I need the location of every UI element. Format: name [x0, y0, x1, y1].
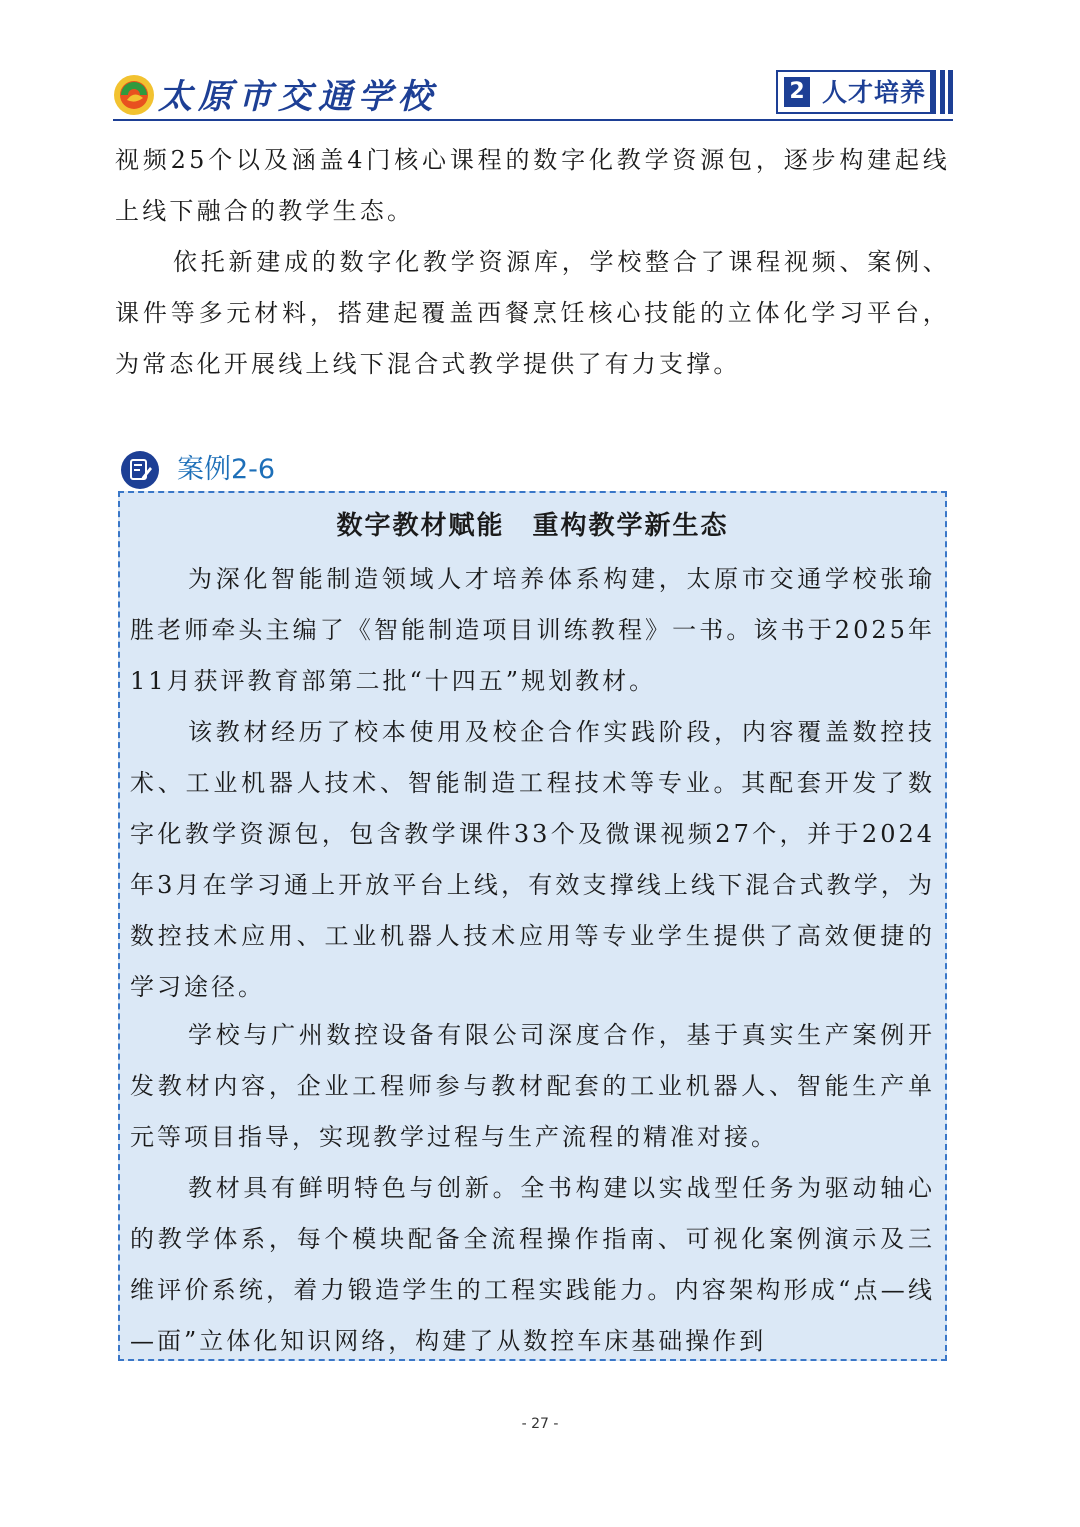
body-paragraph: 依托新建成的数字化教学资源库，学校整合了课程视频、案例、课件等多元材料，搭建起覆盖西餐烹饪核心技能的立体化学习平台，为常态化开展线上线下混合式教学提供了有力支撑。 — [115, 248, 950, 378]
page-number: - 27 - — [521, 1416, 559, 1432]
body-paragraph: 视频25个以及涵盖4门核心课程的数字化教学资源包，逐步构建起线上线下融合的教学生态。 — [115, 146, 950, 225]
header-bar — [930, 70, 936, 114]
chapter-number: 2 — [784, 77, 810, 107]
chapter-title: 人才培养 — [822, 78, 927, 107]
header-bar — [948, 70, 953, 114]
page-header — [0, 0, 1080, 130]
case-paragraph: 为深化智能制造领域人才培养体系构建，太原市交通学校张瑜胜老师牵头主编了《智能制造项目训练教程》一书。该书于2025年11月获评教育部第二批“十四五”规划教材。 — [130, 565, 935, 695]
case-heading: 数字教材赋能 重构教学新生态 — [336, 511, 729, 541]
header-rule — [113, 119, 953, 121]
header-bar — [940, 70, 945, 114]
case-paragraph: 教材具有鲜明特色与创新。全书构建以实战型任务为驱动轴心的教学体系，每个模块配备全流程操作指南、可视化案例演示及三维评价系统，着力锻造学生的工程实践能力。内容架构形成“点—线—面”立体化知识网络，构建了从数控车床基础操作到 — [130, 1174, 935, 1355]
edit-note-icon — [120, 450, 160, 490]
case-paragraph: 该教材经历了校本使用及校企合作实践阶段，内容覆盖数控技术、工业机器人技术、智能制造工程技术等专业。其配套开发了数字化教学资源包，包含教学课件33个及微课视频27个，并于2024年3月在学习通上开放平台上线，有效支撑线上线下混合式教学，为数控技术应用、工业机器人技术应用等专业学生提供了高效便捷的学习途径。 — [130, 718, 935, 1001]
case-label: 案例2-6 — [177, 454, 276, 485]
school-name: 太原市交通学校 — [158, 77, 438, 117]
school-logo-icon — [113, 74, 155, 116]
case-paragraph: 学校与广州数控设备有限公司深度合作，基于真实生产案例开发教材内容，企业工程师参与教材配套的工业机器人、智能生产单元等项目指导，实现教学过程与生产流程的精准对接。 — [130, 1021, 935, 1151]
